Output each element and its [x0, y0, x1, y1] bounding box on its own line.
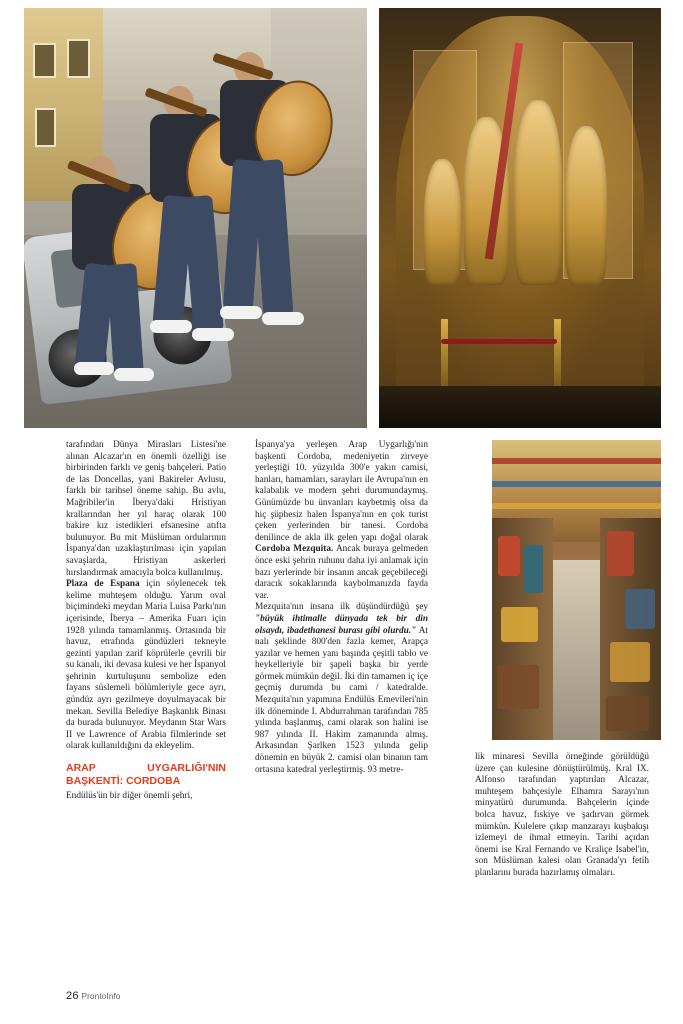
- hanging-textile: [497, 665, 540, 709]
- hanging-textile: [524, 545, 543, 594]
- window: [33, 43, 56, 78]
- hanging-textile: [610, 642, 650, 682]
- stanchion: [554, 319, 561, 386]
- para-rest: At nalı şeklinde 800'den fazla kemer, Arapça yazılar ve hemen yanı başında çeşitli tablo ve heykelleriyle bir şapeli başka bir yerde görmek mümkün değil. İki din tamamen iç içe geçmiş durumda bu cami / katedralde. Mezquita'nın yapımına Endülüs Emevileri'nin ilk döneminde I. Abdurrahman tarafından 785 yılında başlanmış, cami olarak son halini ise 987 yılında II. Hakim zamanında almış. Arkasından Şarlken 1523 yılında gelip dönemin en büyük 2. camisi olan binanın tam ortasına katedral yerleştirmiş. 93 metre-: [255, 625, 429, 775]
- magazine-name: ProntoInfo: [81, 992, 121, 1001]
- mezquita-bold: Cordoba Mezquita.: [255, 544, 334, 555]
- alley-floor: [553, 560, 600, 740]
- plaza-rest: için söylenecek tek kelime muhteşem olduğu. Yarım oval biçimindeki meydan Maria Luisa Parkı'nın içerisinde, İberya – Amerika Fuarı için 1928 yılında tamamlanmış. Ortasında bir havuz, etrafında gündüzleri tekneyle gezinti yapılan zarif köprülerle çevrili bir su kanalı, iki devasa kulesi ve her İspanyol şehrinin kurtuluşunu sembolize eden fayans süslemeli bölümleriyle gece ayrı, gündüz ayrı gezilmeye doyulmayacak bir mekan. Sevilla Belediye Başkanlık Binası da burada bulunuyor. Meydanın Star Wars II ve Lawrence of Arabia filmlerinde set olarak kullanıldığını da ekleyelim.: [66, 579, 226, 752]
- canopy-stripe: [492, 458, 661, 464]
- section-heading: ARAP UYGARLIĞI'NIN BAŞKENTİ: CORDOBA: [66, 762, 226, 787]
- stanchion: [441, 319, 448, 386]
- window: [67, 39, 90, 78]
- text-column-2: [255, 440, 428, 776]
- para-start: Mezquita'nın insana ilk düşündürdüğü şey: [255, 602, 428, 613]
- shoe: [150, 320, 192, 333]
- legs: [253, 159, 294, 317]
- paragraph: lik minaresi Sevilla örneğinde görüldüğü üzere çan kulesine dönüştürülmüş. Kral IX. Alfonso tarafından yaptırılan Alcazar, muhteşem bahçesiyle Elhamra Sarayı'nın minyatürü durumunda. Bahçelerin içinde bolca havuz, fıskiye ve şadırvan görmek mümkün. Kulelere çıkıp manzarayı kuşbakışı izlemeyi de ihmal etmeyin. Tarihi açıdan önemi ise Kral Fernando ve Kraliçe Isabel'in, son Müslüman kalesi olan Granada'yı fetih planlarını burada hazırlamış olmaları.: [475, 752, 649, 878]
- hanging-textile: [501, 607, 539, 643]
- shoe: [220, 306, 262, 319]
- text-column-3: [475, 752, 649, 880]
- pull-quote: "büyük ihtimalle dünyada tek bir din olsaydı, ibadethanesi burası gibi olurdu.": [255, 613, 428, 636]
- page-number: 26: [66, 990, 79, 1002]
- hanging-textile: [606, 696, 649, 732]
- para-rest: Ancak buraya gelmeden önce eski şehrin ruhunu daha iyi anlamak için bazı yerlerinde bir insanın ancak geçebileceği daracık sokaklarında kaybolmanızda fayda var.: [255, 544, 428, 601]
- page-footer: [66, 990, 121, 1002]
- para-start: İspanya'ya yerleşen Arap Uygarlığı'nın başkenti Cordoba, medeniyetin zirveye yerleştiği 10. yüzyılda 300'e yakın camisi, hanları, hamamları, sarayları ile Avrupa'nın en kalabalık ve modern şehri durumundaymış. Günümüzde bu ünvanları kaybetmiş olsa da hiç şüphesiz halen İspanya'nın en çok turist çeken yerlerinden bir tanesi. Cordoba denilince de akla ilk gelen yapı doğal olarak: [255, 440, 428, 543]
- shoe: [74, 362, 114, 375]
- altar-statue: [565, 126, 607, 286]
- hanging-textile: [498, 536, 520, 576]
- barrier-rope: [441, 339, 557, 344]
- paragraph: tarafından Dünya Mirasları Listesi'ne alınan Alcazar'ın en önemli özelliği ise birbirinden farklı ve geniş bahçeleri. Patio de las Doncellas, yani Bakireler Avlusu, farklı bir tarihsel öneme sahip. Bu avlu, Mağribiler'in İberya'daki Hristiyan krallarından her yıl haraç olarak 100 bakire kız istedikleri efsanesine atıfta bulunuyor. Bu mit Müslüman ordularının İspanya'dan uzaklaştırılması için yapılan savaşlarda, Hristiyan askerleri hırslandırmak amacıyla bolca kullanılmış.: [66, 440, 226, 578]
- paragraph: [255, 602, 428, 776]
- plaza-bold-lead: Plaza de Espana: [66, 579, 140, 590]
- altar-statue: [424, 159, 461, 285]
- cathedral-altar-photo: [379, 8, 661, 428]
- shop-right: [600, 518, 661, 740]
- altar-statue: [514, 100, 562, 285]
- musician-figure: [210, 52, 330, 352]
- shop-left: [492, 518, 553, 740]
- window: [35, 108, 56, 147]
- paragraph: [255, 440, 428, 602]
- floor-area: [379, 386, 661, 428]
- street-musicians-photo: [24, 8, 367, 428]
- paragraph: Endülüs'ün bir diğer önemli şehri,: [66, 791, 193, 802]
- hanging-textile: [625, 589, 655, 629]
- shoe: [114, 368, 154, 381]
- hanging-textile: [607, 531, 634, 575]
- paragraph: [66, 579, 226, 753]
- canopy-stripe: [492, 503, 661, 509]
- shoe: [262, 312, 304, 325]
- canopy-stripe: [492, 481, 661, 487]
- bazaar-alley-photo: [492, 440, 661, 740]
- text-column-1: [66, 440, 226, 803]
